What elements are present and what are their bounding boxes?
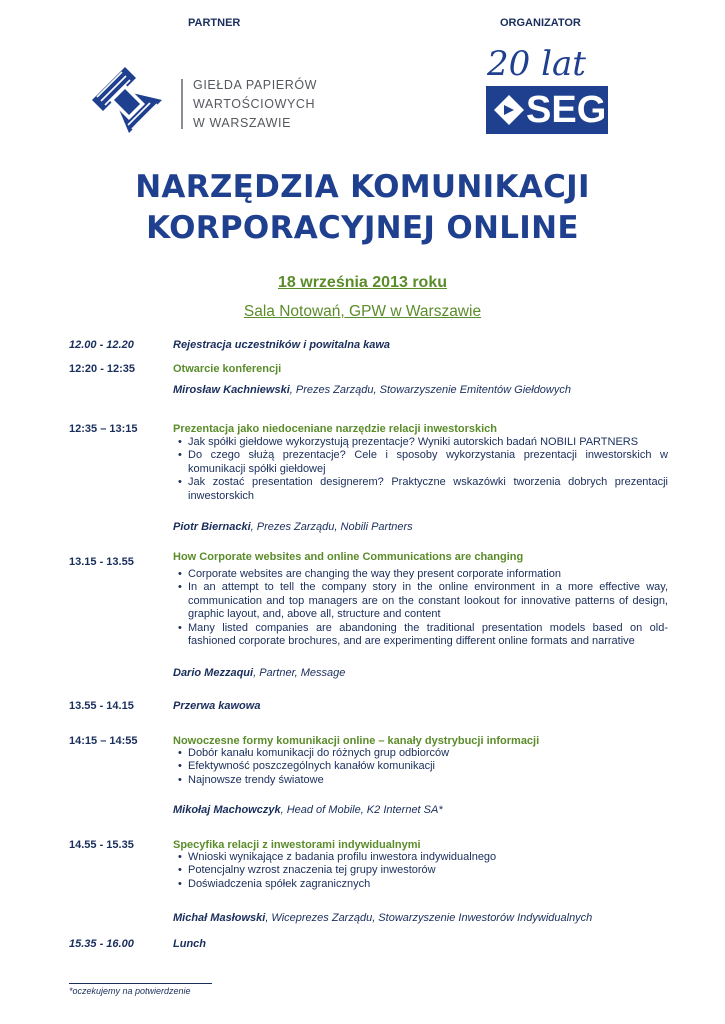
speaker-name: Mikołaj Machowczyk (173, 804, 281, 816)
agenda-speaker (173, 667, 345, 679)
agenda-title: Przerwa kawowa (173, 700, 261, 712)
event-venue: Sala Notowań, GPW w Warszawie (243, 303, 482, 320)
list-item: • Efektywność poszczególnych kanałów komunikacji (188, 760, 668, 773)
gpw-logo-line: GIEŁDA PAPIERÓW (193, 78, 318, 92)
speaker-name: Mirosław Kachniewski (173, 384, 290, 396)
page-title-line2: KORPORACYJNEJ ONLINE (146, 210, 579, 246)
agenda-speaker (173, 912, 592, 924)
agenda-time: 14:15 – 14:55 (69, 735, 138, 747)
agenda-title: Otwarcie konferencji (173, 363, 282, 375)
list-item: • In an attempt to tell the company story in the online environment in a more effective way, communication and top managers are on the constant lookout for innovative patterns of design, graphic layout, and, above all, structure and content (188, 581, 668, 621)
agenda-title: Rejestracja uczestników i powitalna kawa (173, 339, 391, 351)
list-item: • Corporate websites are changing the way they present corporate information (188, 568, 668, 581)
agenda-bullets (188, 436, 668, 503)
speaker-name: Dario Mezzaqui (173, 667, 254, 679)
list-item: • Jak spółki giełdowe wykorzystują prezentacje? Wyniki autorskich badań NOBILI PARTNERS (188, 436, 668, 449)
list-item: • Jak zostać presentation designerem? Praktyczne wskazówki tworzenia dobrych prezentacji inwestorskich (188, 476, 668, 503)
gpw-logo-icon (92, 67, 162, 133)
seg-logo-box (486, 86, 608, 134)
speaker-name: Michał Masłowski (173, 912, 266, 924)
agenda-bullets (188, 851, 668, 891)
list-item: • Dobór kanału komunikacji do różnych grup odbiorców (188, 747, 668, 760)
agenda-bullets (188, 568, 668, 648)
speaker-role: , Head of Mobile, K2 Internet SA* (280, 804, 443, 816)
speaker-role: , Prezes Zarządu, Nobili Partners (250, 521, 413, 533)
agenda-time: 12:20 - 12:35 (69, 363, 136, 375)
speaker-role: , Partner, Message (253, 667, 346, 679)
agenda-time: 15.35 - 16.00 (69, 938, 134, 950)
agenda-bullets (188, 747, 668, 787)
event-date: 18 września 2013 roku (278, 274, 447, 291)
list-item: • Potencjalny wzrost znaczenia tej grupy inwestorów (188, 864, 668, 877)
gpw-logo-divider (181, 79, 183, 129)
agenda-time: 12:35 – 13:15 (69, 423, 138, 435)
agenda-title: Lunch (173, 938, 206, 950)
speaker-role: , Wiceprezes Zarządu, Stowarzyszenie Inwestorów Indywidualnych (265, 912, 593, 924)
agenda-title: How Corporate websites and online Communications are changing (173, 551, 524, 563)
agenda-time: 12.00 - 12.20 (69, 339, 134, 351)
list-item: • Do czego służą prezentacje? Cele i sposoby wykorzystania prezentacji inwestorskich w komunikacji spółki giełdowej (188, 449, 668, 476)
list-item: • Doświadczenia spółek zagranicznych (188, 878, 668, 891)
list-item: • Many listed companies are abandoning the traditional presentation models based on old-fashioned corporate brochures, and are experimenting different online formats and narrative (188, 622, 668, 649)
seg-logo-anniversary: 20 lat (487, 44, 586, 84)
speaker-name: Piotr Biernacki (173, 521, 251, 533)
agenda-time: 13.15 - 13.55 (69, 556, 134, 568)
list-item: • Wnioski wynikające z badania profilu inwestora indywidualnego (188, 851, 668, 864)
agenda-speaker (173, 384, 571, 396)
organizer-label: ORGANIZATOR (500, 17, 581, 29)
speaker-role: , Prezes Zarządu, Stowarzyszenie Emitentów Giełdowych (289, 384, 571, 396)
agenda-title: Prezentacja jako niedoceniane narzędzie relacji inwestorskich (173, 423, 498, 435)
footnote: *oczekujemy na potwierdzenie (69, 986, 191, 996)
page-title-line1: NARZĘDZIA KOMUNIKACJI (135, 169, 590, 205)
gpw-logo-line: WARTOŚCIOWYCH (193, 97, 316, 111)
agenda-title: Nowoczesne formy komunikacji online – kanały dystrybucji informacji (173, 735, 540, 747)
gpw-logo-text (193, 76, 317, 133)
agenda-time: 13.55 - 14.15 (69, 700, 134, 712)
seg-logo-icon (486, 44, 610, 136)
footnote-divider (69, 983, 212, 984)
list-item: • Najnowsze trendy światowe (188, 774, 668, 787)
agenda-speaker (173, 804, 443, 816)
partner-label: PARTNER (188, 17, 241, 29)
gpw-logo-line: W WARSZAWIE (193, 116, 292, 130)
agenda-title: Specyfika relacji z inwestorami indywidualnymi (173, 839, 421, 851)
seg-logo-name: SEG (526, 89, 607, 131)
agenda-speaker (173, 521, 413, 533)
agenda-time: 14.55 - 15.35 (69, 839, 134, 851)
seg-arrow-icon (494, 95, 524, 125)
